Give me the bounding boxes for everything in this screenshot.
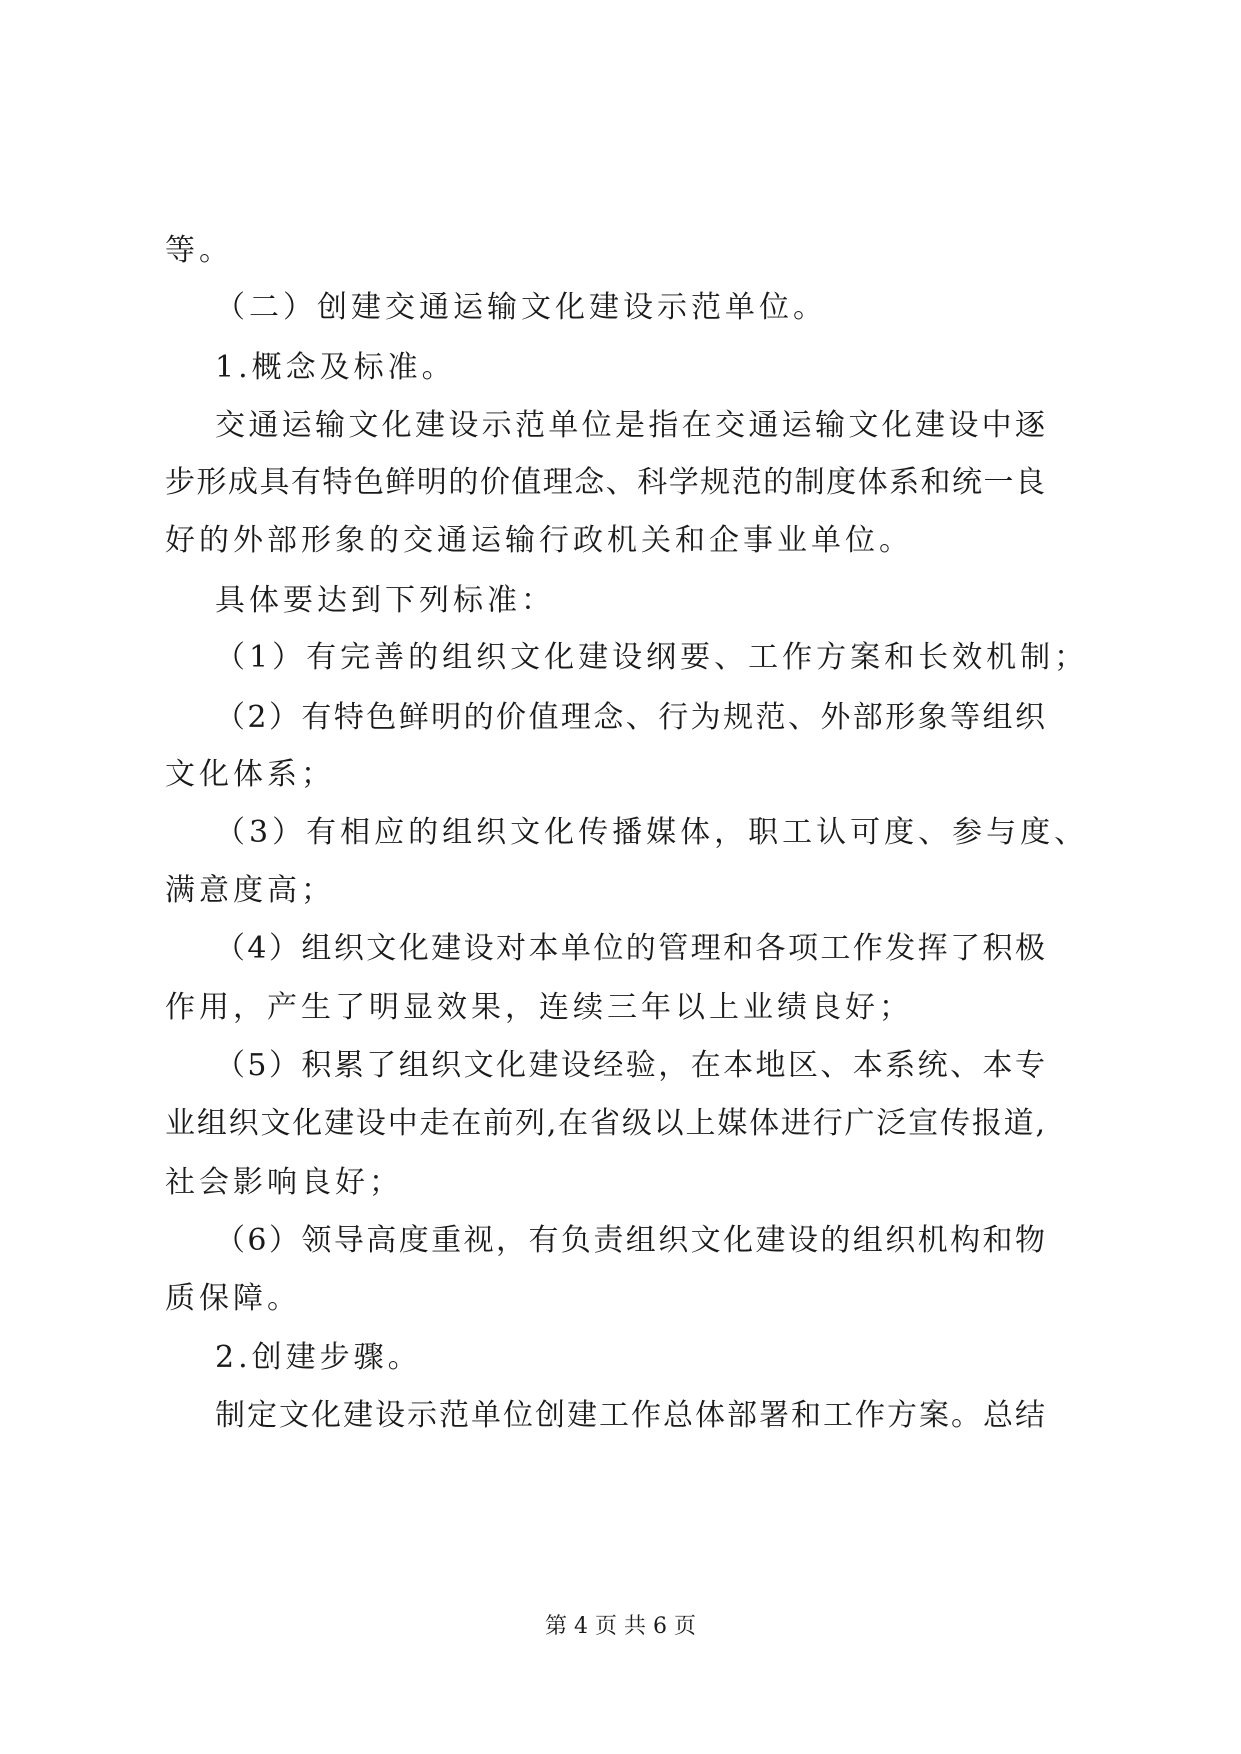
text-line: 作用，产生了明显效果，连续三年以上业绩良好；	[165, 990, 913, 1025]
text-line: 业组织文化建设中走在前列,在省级以上媒体进行广泛宣传报道,	[165, 1106, 1045, 1141]
page-number-footer: 第 4 页 共 6 页	[545, 1614, 696, 1639]
text-line: 好的外部形象的交通运输行政机关和企事业单位。	[165, 523, 913, 558]
text-line: 制定文化建设示范单位创建工作总体部署和工作方案。总结	[215, 1398, 1045, 1433]
section-heading: （二）创建交通运输文化建设示范单位。	[215, 290, 827, 325]
text-line: 等。	[165, 233, 233, 268]
list-item: （6）领导高度重视，有负责组织文化建设的组织机构和物	[215, 1223, 1045, 1258]
list-item: （3）有相应的组织文化传播媒体，职工认可度、参与度、	[215, 815, 1089, 850]
text-line: 满意度高；	[165, 873, 335, 908]
text-line: 文化体系；	[165, 757, 335, 792]
text-line: 社会影响良好；	[165, 1165, 403, 1200]
list-item: （5）积累了组织文化建设经验，在本地区、本系统、本专	[215, 1048, 1045, 1083]
list-item: （2）有特色鲜明的价值理念、行为规范、外部形象等组织	[215, 700, 1045, 735]
subsection-heading: 1.概念及标准。	[215, 350, 456, 385]
text-line: 步形成具有特色鲜明的价值理念、科学规范的制度体系和统一良	[165, 465, 1045, 500]
list-item: （4）组织文化建设对本单位的管理和各项工作发挥了积极	[215, 931, 1045, 966]
text-line: 质保障。	[165, 1281, 301, 1316]
text-line: 交通运输文化建设示范单位是指在交通运输文化建设中逐	[215, 408, 1045, 443]
subsection-heading: 2.创建步骤。	[215, 1340, 422, 1375]
text-line: 具体要达到下列标准：	[215, 583, 555, 618]
list-item: （1）有完善的组织文化建设纲要、工作方案和长效机制；	[215, 640, 1089, 675]
